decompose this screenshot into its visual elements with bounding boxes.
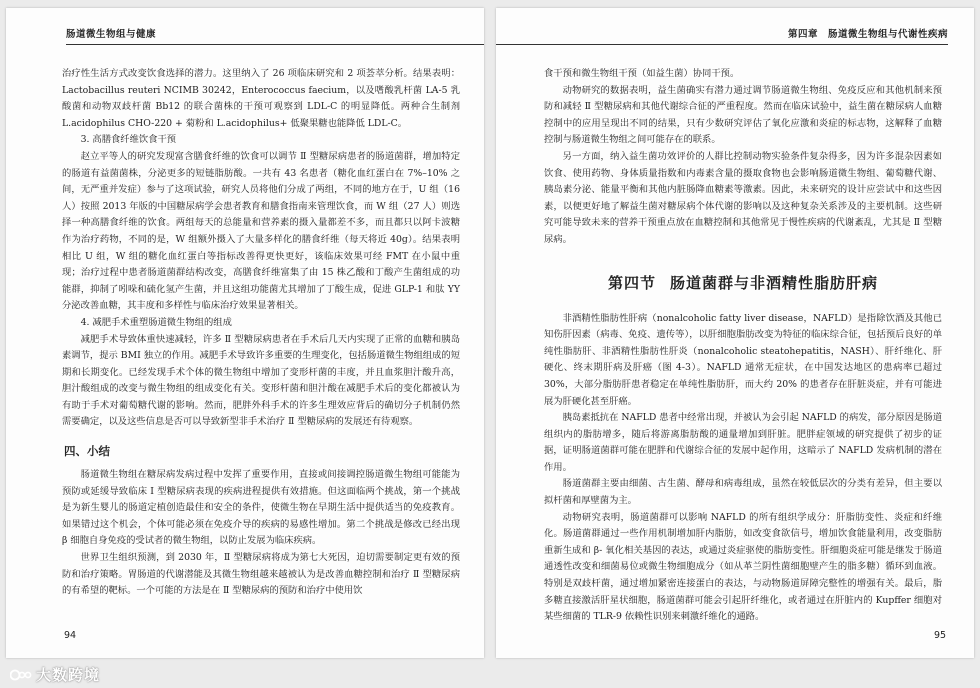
paragraph: 非酒精性脂肪性肝病（nonalcoholic fatty liver disease，NAFLD）是指除饮酒及其他已知伤肝因素（病毒、免疫、遗传等），以肝细胞脂肪改变为特征的临床综合征，包括预后良好的单纯性脂肪肝、非酒精性脂肪性肝炎（nonalcoholic steatohepatitis，NASH）、肝纤维化、肝硬化、终末期肝病及肝癌（图 4-3）。NAFLD 通常无症状，在中国发达地区的患病率已超过 30%，大部分脂肪肝患者稳定在单纯性脂肪肝，而大约 20% 的患者存在肝脏炎症，并有可能进展为肝硬化甚至肝癌。 bbox=[544, 312, 942, 407]
watermark-text: 大数跨境 bbox=[36, 666, 101, 684]
paragraph: 动物研究的数据表明，益生菌确实有潜力通过调节肠道微生物组、免疫反应和其他机制来预防和减轻 Ⅱ 型糖尿病和其他代谢综合征的严重程度。然而在临床试验中，益生菌在糖尿病人血糖控制中的应用呈现出不同的结果，只有少数研究评估了氧化应激和炎症的标志物，这解释了血糖控制与肠道微生物组之间可能存在的联系。 bbox=[544, 84, 942, 146]
section-title-text: 肠道菌群与非酒精性脂肪肝病 bbox=[670, 273, 879, 292]
paragraph: 肠道菌群主要由细菌、古生菌、酵母和病毒组成，虽然在较低层次的分类有差异，但主要以拟杆菌和厚壁菌为主。 bbox=[544, 478, 942, 507]
left-body-text bbox=[62, 66, 460, 600]
numbered-heading: 3. 高膳食纤维饮食干预 bbox=[80, 134, 177, 146]
paragraph: 食干预和微生物组干预（如益生菌）协同干预。 bbox=[544, 68, 740, 79]
paragraph: 胰岛素抵抗在 NAFLD 患者中经常出现，并被认为会引起 NAFLD 的病发，部分原因是肠道组织内的脂肪增多，随后将游离脂肪酸的通量增加到肝脏。肥胖症领域的研究提供了初步的证据，证明肠道菌群可能在肥胖和代谢综合征的发展中起作用，这暗示了 NAFLD 发病机制的潜在作用。 bbox=[544, 412, 942, 473]
left-running-head: 肠道微生物组与健康 bbox=[66, 26, 484, 45]
paragraph: 世界卫生组织预测，到 2030 年，Ⅱ 型糖尿病将成为第七大死因，迫切需要制定更有效的预防和治疗策略。胃肠道的代谢潜能及其微生物组越来越被认为是改善血糖控制和治疗 Ⅱ 型糖尿病的有希望的靶标。一个可能的方法是在 Ⅱ 型糖尿病的预防和治疗中使用饮 bbox=[62, 552, 460, 597]
watermark bbox=[10, 664, 100, 685]
paragraph: 动物研究表明，肠道菌群可以影响 NAFLD 的所有组织学成分：肝脂肪变性、炎症和纤维化。肠道菌群通过一些作用机制增加肝内脂肪，如改变食欲信号，增加饮食能量利用，改变脂肪重新生成和 β- 氧化相关基因的表达，或通过炎症驱使的脂肪变性。肝细胞炎症可能是继发于肠道通透性改变和细菌易位或微生物细胞成分（如从革兰阴性菌细胞壁产生的脂多糖）循环到血液。特别是双歧杆菌，通过增加紧密连接蛋白的表达，与动物肠道屏障完整性的增强有关。最后，脂多糖直接激活肝星状细胞，肠道菌群可能会引起肝纤维化，或者通过在肝脏内的 Kupffer 细胞对某些细菌的 TLR-9 依赖性识别来刺激纤维化的通路。 bbox=[544, 511, 942, 623]
section-number: 第四节 bbox=[607, 273, 656, 292]
right-page bbox=[496, 8, 974, 658]
paragraph: 肠道微生物组在糖尿病发病过程中发挥了重要作用，直接或间接调控肠道微生物组可能能为预防或延缓导致临床 Ⅰ 型糖尿病表现的疾病进程提供有效措施。但这面临两个挑战，第一个挑战是为新生婴儿的肠道定植创造最佳和安全的条件，使微生物在早期生活中提供适当的免疫教育。如果错过这个机会，个体可能必须在免疫介导的疾病的易感性增加。第二个挑战是修改已经出现 β 细胞自身免疫的受试者的微生物组，以防止发展为临床疾病。 bbox=[62, 469, 460, 547]
paragraph: 治疗性生活方式改变饮食选择的潜力。这里纳入了 26 项临床研究和 2 项荟萃分析。结果表明：Lactobacillus reuteri NCIMB 30242，Enterococcus faecium，以及嗜酸乳杆菌 LA-5 乳酸菌和动物双歧杆菌 Bb12 的联合菌株的干预可观察到 LDL-C 的明显降低。两种合生制剂 L.acidophilus CHO-220 + 菊粉和 L.acidophilus+ 低聚果糖也能降低 LDL-C。 bbox=[62, 68, 460, 129]
left-page bbox=[6, 8, 484, 658]
sub-heading-summary: 四、小结 bbox=[64, 444, 110, 459]
right-running-head: 第四章 肠道微生物组与代谢性疾病 bbox=[496, 26, 948, 45]
right-body-text bbox=[544, 66, 942, 626]
numbered-heading: 4. 减肥手术重塑肠道微生物组的组成 bbox=[80, 316, 232, 328]
right-page-number: 95 bbox=[934, 630, 947, 641]
paragraph: 另一方面，纳入益生菌功效评价的人群比控制动物实验条件复杂得多，因为许多混杂因素如饮食、使用药物、身体质量指数和内毒素含量的摄取食物也会影响肠道微生物组、葡萄糖代谢、胰岛素分泌、能量平衡和其他内脏肠降血糖素等激素。因此，未来研究的设计应尝试中和这些因素，以便更好地了解益生菌对糖尿病个体代谢的影响以及这种复杂关系涉及的主要机制。这些研究可能导致未来的营养干预重点放在血糖控制和其他常见于慢性疾病的代谢紊乱，尤其是 Ⅱ 型糖尿病。 bbox=[544, 150, 942, 245]
paragraph: 减肥手术导致体重快速减轻，许多 Ⅱ 型糖尿病患者在手术后几天内实现了正常的血糖和胰岛素调节，提示 BMI 独立的作用。减肥手术导致许多重要的生理变化，包括肠道微生物组组成的短期和长期变化。已经发现手术个体的微生物组中增加了变形杆菌的丰度，并且血浆胆汁酸升高，胆汁酸组成的改变与微生物组的组成变化有关。变形杆菌和胆汁酸在减肥手术后的变化都被认为有助于手术对葡萄糖代谢的影响。然而，肥胖外科手术的许多生理效应背后的确切分子机制仍然需要确定，以及这些信息是否可以导致新型非手术治疗 Ⅱ 型糖尿病的发展还有待观察。 bbox=[62, 333, 460, 428]
paragraph: 赵立平等人的研究发现富含膳食纤维的饮食可以调节 Ⅱ 型糖尿病患者的肠道菌群，增加特定的肠道有益菌菌株，分泌更多的短链脂肪酸。一共有 43 名患者（糖化血红蛋白在 7%–10% 之间，无严重并发症）参与了这项试验，研究人员将他们分成了两组，不同的地方在于，U 组（16 人）按照 2013 年版的中国糖尿病学会患者教育和膳食指南来管理饮食，而 W 组（27 人）则选择一种高膳食纤维的饮食。两组每天的总能量和营养素的摄入量都差不多，而且都只以阿卡波糖作为治疗药物，不同的是，W 组额外摄入了大量多样化的膳食纤维（每天将近 40g）。结果表明相比 U 组，W 组的糖化血红蛋白等指标改善得更快更好，该临床效果可经 FMT 在小鼠中重现；治疗过程中患者肠道菌群结构改变，高膳食纤维富集了由 15 株乙酸和丁酸产生菌组成的功能群，抑制了吲哚和硫化氢产生菌，并且这组功能菌尤其增加了丁酸生成，促进 GLP-1 和肽 YY 分泌改善血糖，其丰度和多样性与临床治疗效果显著相关。 bbox=[62, 150, 460, 312]
watermark-logo-icon bbox=[10, 668, 32, 682]
section-title bbox=[544, 271, 942, 295]
left-page-number: 94 bbox=[64, 630, 77, 641]
